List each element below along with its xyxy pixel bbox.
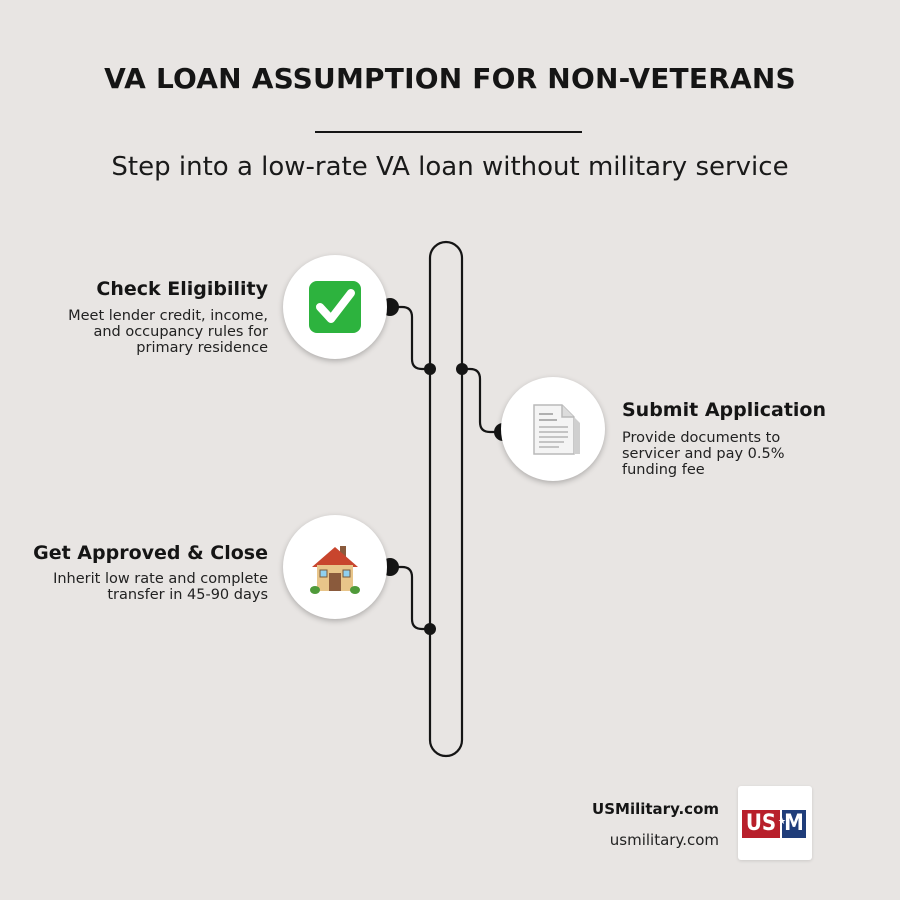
connector-dot (456, 363, 468, 375)
step-2-icon-circle (501, 377, 605, 481)
star-icon: ★ (777, 817, 787, 827)
brand-url[interactable]: usmilitary.com (609, 831, 719, 849)
connector-dot (424, 623, 436, 635)
step-1-title: Check Eligibility (96, 278, 268, 300)
step-3-title: Get Approved & Close (33, 542, 268, 564)
step-1-description: Meet lender credit, income, and occupancy rules for primary residence (68, 308, 268, 356)
step-1-icon-circle (283, 255, 387, 359)
logo-m-text: M (782, 810, 806, 838)
document-icon (501, 377, 605, 481)
step-2-title: Submit Application (622, 399, 827, 421)
step-3-description: Inherit low rate and complete transfer in 45-90 days (53, 571, 268, 603)
usmilitary-logo (738, 786, 812, 860)
brand-name: USMilitary.com (592, 800, 719, 818)
connector-step-3 (390, 567, 430, 629)
connector-step-2 (462, 369, 503, 432)
check-mark-icon (283, 255, 387, 359)
connector-dot (424, 363, 436, 375)
vertical-track (430, 242, 462, 756)
step-3-icon-circle (283, 515, 387, 619)
connector-step-1 (390, 307, 430, 369)
page-title: VA LOAN ASSUMPTION FOR NON-VETERANS (104, 62, 796, 95)
house-icon (283, 515, 387, 619)
logo-us-text: US (742, 810, 780, 838)
page-subtitle: Step into a low-rate VA loan without military service (111, 152, 789, 182)
step-2-description: Provide documents to servicer and pay 0.5% funding fee (622, 430, 785, 478)
